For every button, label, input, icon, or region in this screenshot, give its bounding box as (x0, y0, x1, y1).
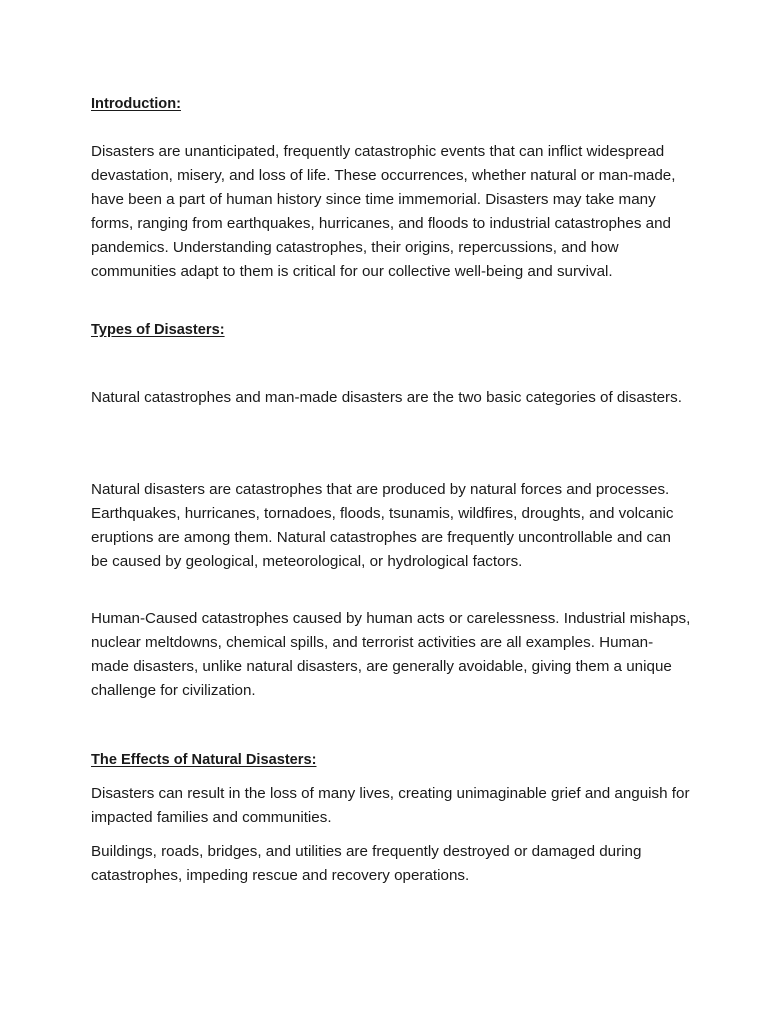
types-paragraph-categories: Natural catastrophes and man-made disasters are the two basic categories of disasters. (91, 389, 682, 406)
types-heading: Types of Disasters: (91, 322, 225, 338)
types-paragraph-natural: Natural disasters are catastrophes that are produced by natural forces and processes. Earthquakes, hurricanes, tornadoes, floods, tsunamis, wildfires, droughts, and volcanic eruptions are among them. Natural catastrophes are frequently uncontrollable and can be caused by geological, meteorological, or hydrological factors. (91, 481, 674, 570)
effects-paragraph-loss-of-life: Disasters can result in the loss of many lives, creating unimaginable grief and anguish for impacted families and communities. (91, 785, 690, 826)
introduction-paragraph: Disasters are unanticipated, frequently catastrophic events that can inflict widespread devastation, misery, and loss of life. These occurrences, whether natural or man-made, have been a part of human history since time immemorial. Disasters may take many forms, ranging from earthquakes, hurricanes, and floods to industrial catastrophes and pandemics. Understanding catastrophes, their origins, repercussions, and how communities adapt to them is critical for our collective well-being and survival. (91, 143, 676, 280)
types-paragraph-human-caused: Human-Caused catastrophes caused by human acts or carelessness. Industrial mishaps, nuclear meltdowns, chemical spills, and terrorist activities are all examples. Human-made disasters, unlike natural disasters, are generally avoidable, giving them a unique challenge for civilization. (91, 610, 691, 699)
effects-heading: The Effects of Natural Disasters: (91, 752, 317, 768)
introduction-heading: Introduction: (91, 96, 181, 112)
effects-paragraph-infrastructure: Buildings, roads, bridges, and utilities are frequently destroyed or damaged during catastrophes, impeding rescue and recovery operations. (91, 843, 642, 884)
